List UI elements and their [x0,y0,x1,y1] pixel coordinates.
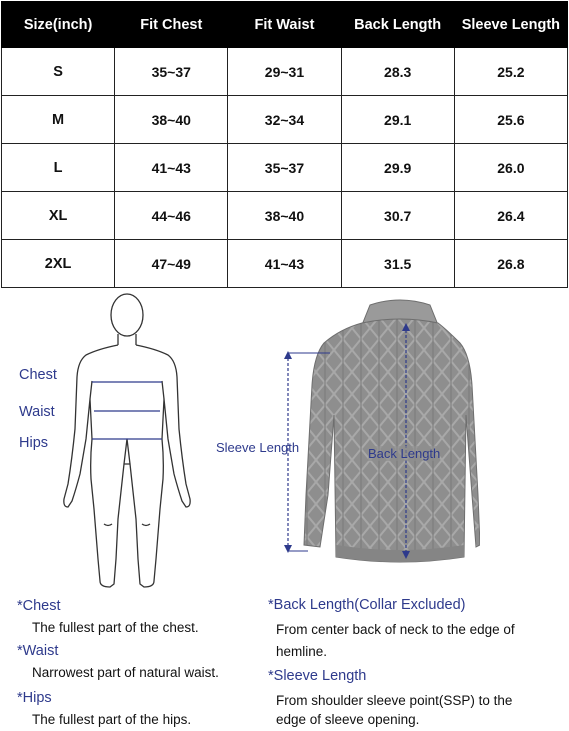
back-length-label: Back Length [368,446,441,461]
sleeve-length-def-line1: From shoulder sleeve point(SSP) to the [276,693,513,708]
cell-size: XL [2,192,115,240]
cell-sleeve-length: 26.0 [454,144,567,192]
header-fit-chest: Fit Chest [115,2,228,48]
table-row [2,240,568,288]
cell-sleeve-length: 25.6 [454,96,567,144]
cell-waist: 32~34 [228,96,341,144]
waist-def-text: Narrowest part of natural waist. [32,665,219,680]
size-chart-table [1,1,568,288]
cell-sleeve-length: 26.4 [454,192,567,240]
table-header-row [2,2,568,48]
back-length-def-title: *Back Length(Collar Excluded) [268,597,466,613]
table-row [2,48,568,96]
cell-size: 2XL [2,240,115,288]
cell-waist: 35~37 [228,144,341,192]
cell-sleeve-length: 26.8 [454,240,567,288]
cell-size: L [2,144,115,192]
header-size: Size(inch) [2,2,115,48]
chest-label: Chest [19,367,57,383]
header-sleeve-length: Sleeve Length [454,2,567,48]
table-row [2,192,568,240]
chest-def-text: The fullest part of the chest. [32,620,199,635]
header-fit-waist: Fit Waist [228,2,341,48]
hips-label: Hips [19,435,49,451]
illustration-area [0,289,569,589]
hips-def-title: *Hips [17,690,52,706]
cell-back-length: 28.3 [341,48,454,96]
cell-chest: 41~43 [115,144,228,192]
table-row [2,144,568,192]
cell-chest: 38~40 [115,96,228,144]
header-back-length: Back Length [341,2,454,48]
sleeve-length-def-title: *Sleeve Length [268,668,367,684]
cell-waist: 41~43 [228,240,341,288]
chest-def-title: *Chest [17,598,61,614]
cell-waist: 38~40 [228,192,341,240]
cell-size: M [2,96,115,144]
sleeve-length-def-line2: edge of sleeve opening. [276,712,420,727]
cell-chest: 35~37 [115,48,228,96]
cell-chest: 47~49 [115,240,228,288]
cell-chest: 44~46 [115,192,228,240]
cell-back-length: 31.5 [341,240,454,288]
table-row [2,96,568,144]
cell-size: S [2,48,115,96]
cell-waist: 29~31 [228,48,341,96]
cell-back-length: 29.9 [341,144,454,192]
cell-back-length: 30.7 [341,192,454,240]
hips-def-text: The fullest part of the hips. [32,712,192,727]
back-length-def-line2: hemline. [276,644,328,659]
sleeve-length-label: Sleeve Length [216,440,300,455]
waist-label: Waist [19,404,55,420]
back-length-def-line1: From center back of neck to the edge of [276,622,515,637]
cell-sleeve-length: 25.2 [454,48,567,96]
body-outline-illustration [58,289,208,589]
sweater-illustration [280,295,480,575]
cell-back-length: 29.1 [341,96,454,144]
waist-def-title: *Waist [17,643,59,659]
